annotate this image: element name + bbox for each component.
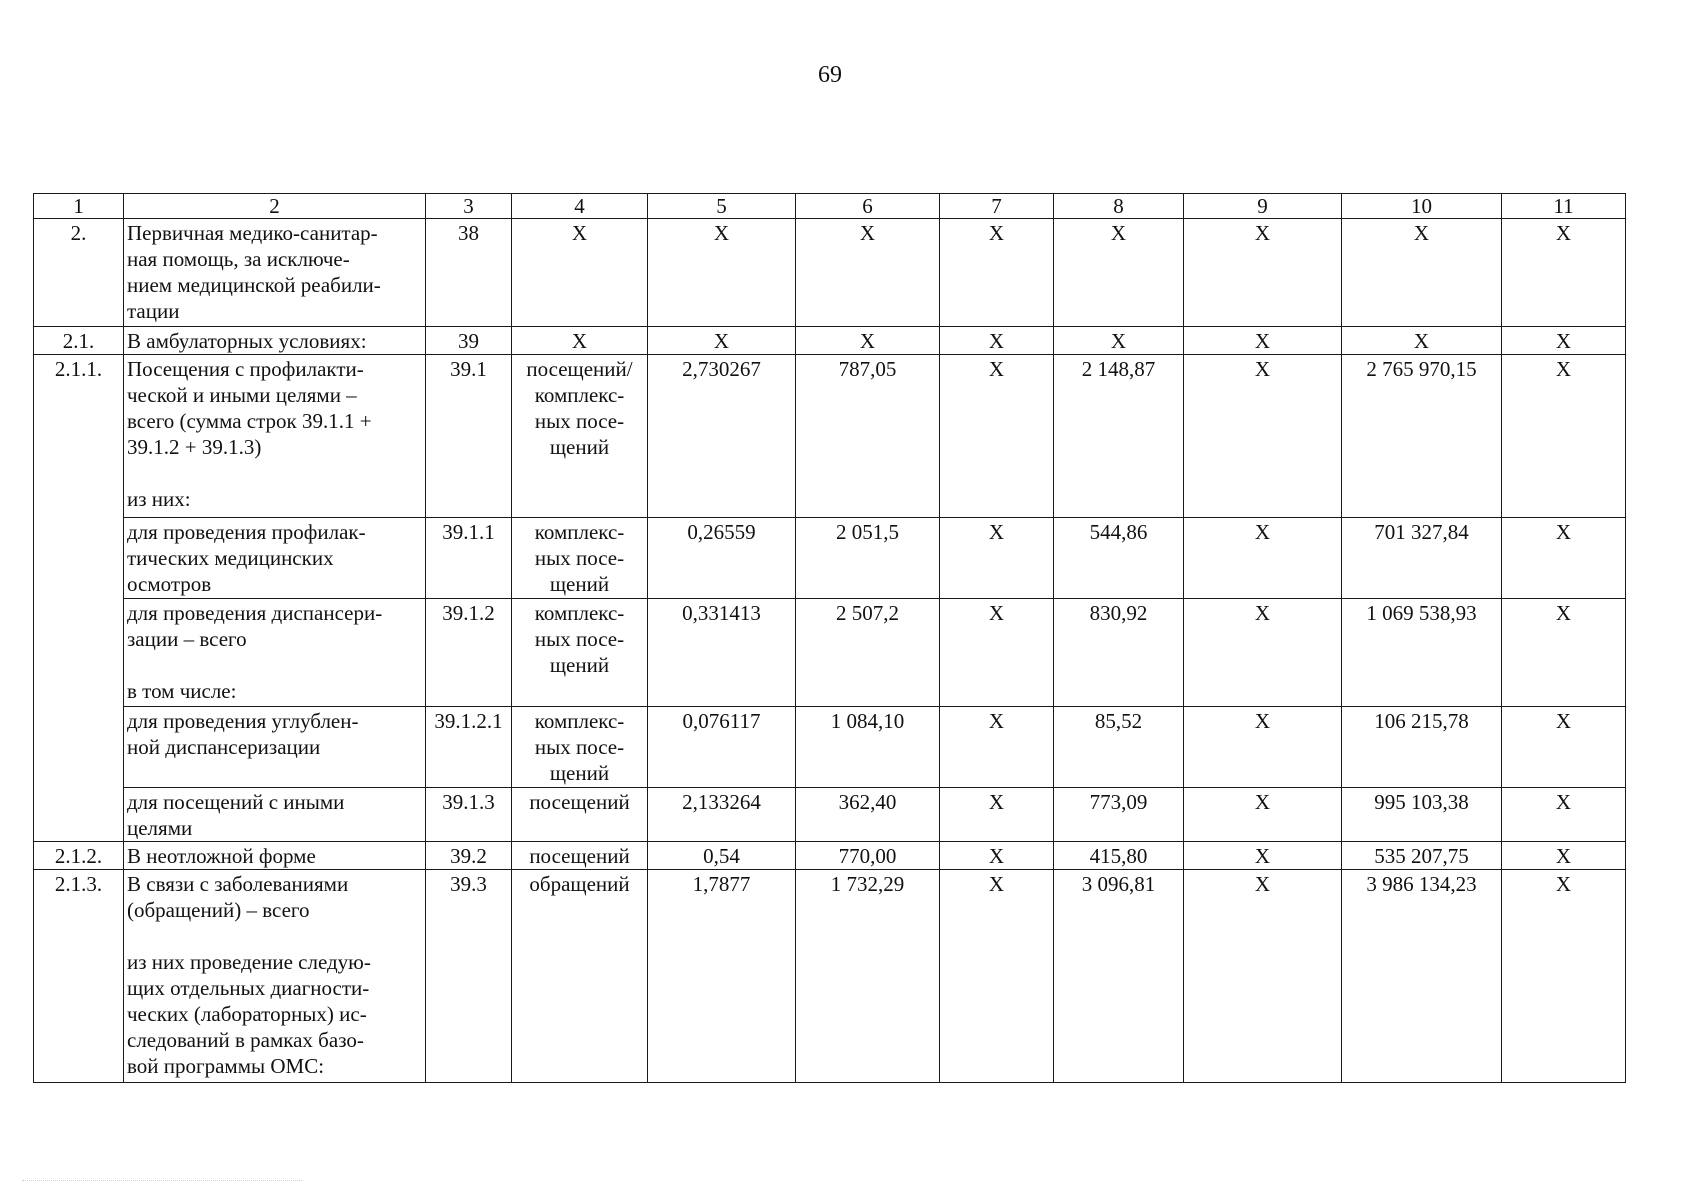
column-header: 11: [1502, 194, 1626, 219]
row-value: X: [940, 788, 1054, 842]
row-unit: комплекс- ных посе- щений: [512, 707, 648, 788]
row-number: 2.1.1.: [34, 355, 124, 842]
table-row: [34, 870, 1626, 1083]
row-value: 773,09: [1054, 788, 1184, 842]
column-header: 10: [1342, 194, 1502, 219]
table-row: [34, 327, 1626, 355]
row-value: X: [940, 707, 1054, 788]
row-name-cell: [124, 870, 426, 1083]
column-header: 4: [512, 194, 648, 219]
page-number: 69: [818, 62, 842, 88]
row-code: 39: [426, 327, 512, 355]
row-value: 3 096,81: [1054, 870, 1184, 1083]
row-code: 39.1.1: [426, 518, 512, 599]
row-name-cell: [124, 355, 426, 518]
row-value: X: [1502, 842, 1626, 870]
row-value: X: [1184, 842, 1342, 870]
table-row: [34, 599, 1626, 707]
row-value: X: [1184, 870, 1342, 1083]
row-value: 2 765 970,15: [1342, 355, 1502, 518]
column-header: 7: [940, 194, 1054, 219]
row-value: 0,331413: [648, 599, 796, 707]
row-name: Посещения с профилакти- ческой и иными целями – всего (сумма строк 39.1.1 + 39.1.2 + 39.1.3): [127, 357, 372, 459]
table-row: [34, 842, 1626, 870]
row-value: 106 215,78: [1342, 707, 1502, 788]
column-header: 5: [648, 194, 796, 219]
row-value: X: [1184, 219, 1342, 327]
row-subtext: из них:: [127, 487, 191, 511]
row-name-cell: [124, 599, 426, 707]
row-value: 1 084,10: [796, 707, 940, 788]
row-value: 770,00: [796, 842, 940, 870]
row-value: X: [940, 870, 1054, 1083]
row-unit: посещений/ комплекс- ных посе- щений: [512, 355, 648, 518]
row-value: 2 507,2: [796, 599, 940, 707]
financing-table: [33, 193, 1626, 1083]
row-value: X: [940, 518, 1054, 599]
row-name: В связи с заболеваниями (обращений) – всего: [127, 872, 349, 922]
row-value: X: [940, 842, 1054, 870]
row-subtext: в том числе:: [127, 679, 237, 703]
row-code: 39.1.3: [426, 788, 512, 842]
row-unit: посещений: [512, 842, 648, 870]
row-value: 0,54: [648, 842, 796, 870]
row-name: для проведения углублен- ной диспансеризации: [124, 707, 426, 788]
row-unit: комплекс- ных посе- щений: [512, 599, 648, 707]
row-value: 1 069 538,93: [1342, 599, 1502, 707]
row-value: X: [1502, 518, 1626, 599]
row-code: 39.2: [426, 842, 512, 870]
row-value: X: [940, 327, 1054, 355]
row-value: X: [1502, 599, 1626, 707]
row-value: X: [1184, 518, 1342, 599]
column-header: 1: [34, 194, 124, 219]
row-value: X: [1342, 327, 1502, 355]
row-name: для проведения профилак- тических медицинских осмотров: [124, 518, 426, 599]
row-value: 0,26559: [648, 518, 796, 599]
row-unit: X: [512, 219, 648, 327]
row-unit: посещений: [512, 788, 648, 842]
column-header: 9: [1184, 194, 1342, 219]
row-value: X: [1502, 219, 1626, 327]
row-number: 2.1.: [34, 327, 124, 355]
row-number: 2.1.2.: [34, 842, 124, 870]
column-header: 2: [124, 194, 426, 219]
row-value: 1 732,29: [796, 870, 940, 1083]
row-value: 2,133264: [648, 788, 796, 842]
row-value: 701 327,84: [1342, 518, 1502, 599]
row-value: X: [1184, 327, 1342, 355]
row-value: 362,40: [796, 788, 940, 842]
row-value: X: [1054, 219, 1184, 327]
row-value: X: [648, 219, 796, 327]
row-value: X: [1184, 788, 1342, 842]
row-unit: X: [512, 327, 648, 355]
row-name: для проведения диспансери- зации – всего: [127, 601, 383, 651]
row-name: для посещений с иными целями: [124, 788, 426, 842]
row-value: X: [1502, 327, 1626, 355]
column-header: 6: [796, 194, 940, 219]
table-row: [34, 788, 1626, 842]
row-value: X: [1054, 327, 1184, 355]
row-value: X: [1184, 355, 1342, 518]
row-value: 787,05: [796, 355, 940, 518]
row-number: 2.1.3.: [34, 870, 124, 1083]
row-value: 415,80: [1054, 842, 1184, 870]
row-name: Первичная медико-санитар- ная помощь, за исключе- нием медицинской реабили- тации: [124, 219, 426, 327]
column-header: 3: [426, 194, 512, 219]
row-code: 38: [426, 219, 512, 327]
table-row: [34, 219, 1626, 327]
row-value: X: [796, 327, 940, 355]
table-row: [34, 707, 1626, 788]
table-row: [34, 518, 1626, 599]
row-value: 995 103,38: [1342, 788, 1502, 842]
row-code: 39.1.2: [426, 599, 512, 707]
row-value: X: [940, 599, 1054, 707]
column-number-row: [34, 194, 1626, 219]
row-value: X: [1342, 219, 1502, 327]
row-value: X: [940, 355, 1054, 518]
row-value: 544,86: [1054, 518, 1184, 599]
row-value: X: [1502, 355, 1626, 518]
column-header: 8: [1054, 194, 1184, 219]
row-value: 2 051,5: [796, 518, 940, 599]
row-value: 2 148,87: [1054, 355, 1184, 518]
row-value: X: [796, 219, 940, 327]
row-value: X: [1502, 707, 1626, 788]
row-value: X: [1184, 599, 1342, 707]
row-unit: комплекс- ных посе- щений: [512, 518, 648, 599]
row-value: X: [1502, 870, 1626, 1083]
table-row: [34, 355, 1626, 518]
row-value: 830,92: [1054, 599, 1184, 707]
row-value: 1,7877: [648, 870, 796, 1083]
row-value: 85,52: [1054, 707, 1184, 788]
row-value: 2,730267: [648, 355, 796, 518]
row-name: В неотложной форме: [124, 842, 426, 870]
row-subtext: из них проведение следую- щих отдельных диагности- ческих (лабораторных) ис- следований в рамках базо- вой программы ОМС:: [127, 950, 371, 1078]
row-unit: обращений: [512, 870, 648, 1083]
row-code: 39.1: [426, 355, 512, 518]
row-name: В амбулаторных условиях:: [124, 327, 426, 355]
row-code: 39.1.2.1: [426, 707, 512, 788]
row-code: 39.3: [426, 870, 512, 1083]
row-value: X: [1184, 707, 1342, 788]
scan-artifact-line: [22, 1180, 302, 1181]
row-value: 0,076117: [648, 707, 796, 788]
row-value: X: [648, 327, 796, 355]
row-value: X: [940, 219, 1054, 327]
row-number: 2.: [34, 219, 124, 327]
row-value: X: [1502, 788, 1626, 842]
row-value: 535 207,75: [1342, 842, 1502, 870]
row-value: 3 986 134,23: [1342, 870, 1502, 1083]
